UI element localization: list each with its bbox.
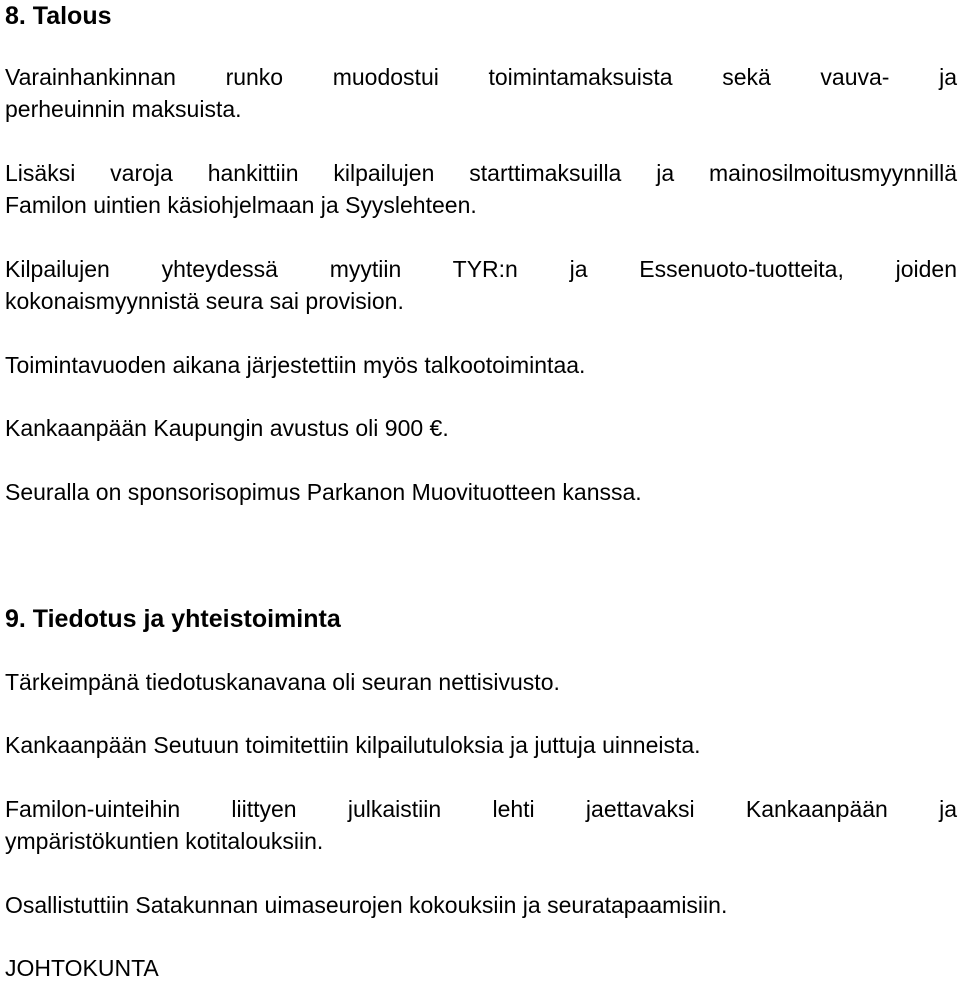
paragraph-line: Kilpailujen yhteydessä myytiin TYR:n ja Essenuoto-tuotteita, joiden [5, 256, 957, 282]
paragraph-magazine [5, 793, 957, 857]
paragraph-product-sales [5, 253, 957, 317]
paragraph-line: Familon-uinteihin liittyen julkaistiin lehti jaettavaksi Kankaanpään ja [5, 796, 957, 822]
paragraph-website: Tärkeimpänä tiedotuskanavana oli seuran nettisivusto. [5, 669, 560, 695]
paragraph-additional-funds [5, 157, 957, 221]
paragraph-line: ympäristökuntien kotitalouksiin. [5, 828, 324, 854]
paragraph-line: Familon uintien käsiohjelmaan ja Syyslehteen. [5, 192, 477, 218]
section-heading-talous: 8. Talous [5, 2, 112, 30]
paragraph-local-newspaper: Kankaanpään Seutuun toimitettiin kilpailutuloksia ja juttuja uinneista. [5, 732, 701, 758]
section-heading-communications: 9. Tiedotus ja yhteistoiminta [5, 605, 341, 633]
paragraph-line: Varainhankinnan runko muodostui toimintamaksuista sekä vauva- ja [5, 64, 957, 90]
paragraph-sponsorship: Seuralla on sponsorisopimus Parkanon Muovituotteen kanssa. [5, 479, 642, 505]
paragraph-fundraising [5, 61, 957, 125]
paragraph-line: perheuinnin maksuista. [5, 96, 242, 122]
paragraph-line: Lisäksi varoja hankittiin kilpailujen starttimaksuilla ja mainosilmoitusmyynnillä [5, 160, 957, 186]
paragraph-meetings: Osallistuttiin Satakunnan uimaseurojen kokouksiin ja seuratapaamisiin. [5, 892, 728, 918]
section-heading-board: JOHTOKUNTA [5, 955, 159, 981]
paragraph-city-grant: Kankaanpään Kaupungin avustus oli 900 €. [5, 415, 449, 441]
paragraph-volunteer-work: Toimintavuoden aikana järjestettiin myös talkootoimintaa. [5, 352, 586, 378]
paragraph-line: kokonaismyynnistä seura sai provision. [5, 288, 404, 314]
